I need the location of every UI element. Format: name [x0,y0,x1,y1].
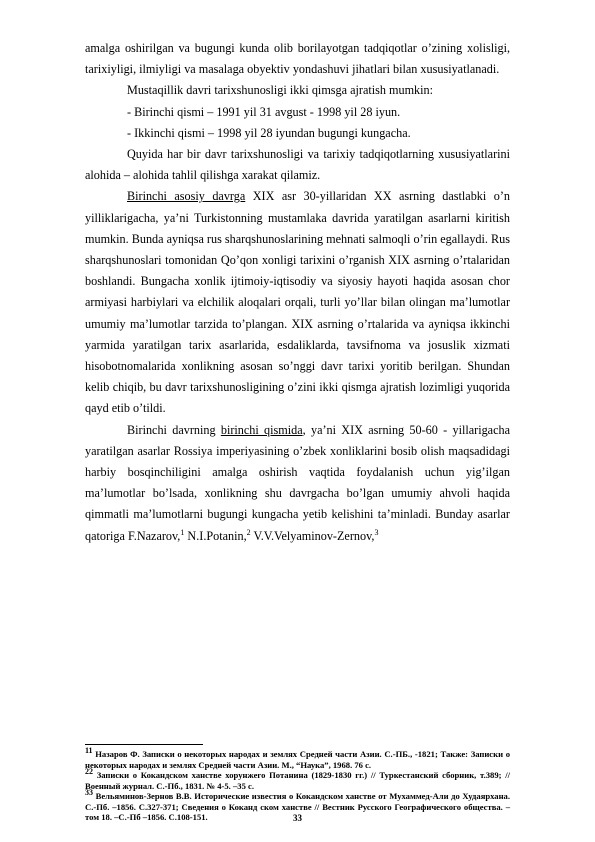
main-text [85,38,510,547]
paragraph-7-text: , ya’ni XIX asrning 50-60 - yillarigacha yaratilgan asarlar Rossiya imperiyasining o’zbek xonliklarini bosib olish maqsadidagi harbiy bosqinchiligini amalga oshirish vaqtida foydalanish uchun yig’ilgan ma’lumotlar bo’lsada, xonlikning shu davrgacha bo’lgan umumiy ahvoli haqida qimmatli ma’lumotlarni bugungi kungacha yetib kelishini ta’minladi. Bunday asarlar qatoriga F.Nazarov, [85,422,511,543]
footnote-number: 33 [85,788,93,798]
footnote-text: Записки о Кокандском ханстве хорунжего Потанина (1829-1830 гг.) // Туркестанский сборник, т.389; // Военный журнал. С.-Пб., 1831. № 4-5. –35 с. [85,770,510,791]
footnote-1 [85,746,510,770]
footnote-text: Назаров Ф. Записки о некоторых народах и землях Средней части Азии. С.-ПБ., -1821; Также: Записки о некоторых народах и землях Средней части Азии. М., “Наука”, 1968. 76 с. [85,749,510,770]
paragraph-7 [85,420,510,547]
paragraph-4: - Ikkinchi qismi – 1998 yil 28 iyundan bugungi kungacha. [127,125,411,140]
paragraph-7-potanin: N.I.Potanin, [184,528,247,543]
underlined-phrase-first-period: Birinchi asosiy davrga [127,189,246,204]
paragraph-6-text: XIX asr 30-yillaridan XX asrning dastlabki o’n yilliklarigacha, ya’ni Turkistonning mustamlaka davrida yaratilgan asarlarni kiritish mumkin. Bunda ayniqsa rus sharqshunoslarining mehnati salmoqli o’rin egallaydi. Rus sharqshunoslari tomonidan Qo’qon xonligi tarixini o’rganish XIX asrning o’rtalaridan boshlandi. Bungacha xonlik ijtimoiy-iqtisodiy va siyosiy hayoti haqida asosan chor armiyasi harbiylari va elchilik aloqalari orqali, turli yo’llar bilan olingan ma’lumotlar umumiy ma’lumotlar tarzida to’plangan. XIX asrning o’rtalarida va ayniqsa ikkinchi yarmida yaratilgan tarix asarlarida, esdaliklarda, tavsifnoma va josuslik xizmati hisobotnomalarida xonlikning asosan so’nggi davr tarixi yoritib berilgan. Shundan kelib chiqib, bu davr tarixshunosligining o’zini ikki qismga ajratish lozimligi yuqorida qayd etib o’tildi. [85,189,510,416]
footnote-ref-1[interactable]: 1 [180,527,185,537]
footnote-ref-2[interactable]: 2 [246,527,251,537]
paragraph-3: - Birinchi qismi – 1991 yil 31 avgust - 1998 yil 28 iyun. [127,104,401,119]
paragraph-7-start: Birinchi davrning [127,422,221,437]
paragraph-5: Quyida har bir davr tarixshunosligi va tarixiy tadqiqotlarning xususiyatlarini alohida – alohida tahlil qilishga xarakat qilamiz. [85,147,510,183]
paragraph-2: Mustaqillik davri tarixshunosligi ikki qimsga ajratish mumkin: [127,83,434,98]
paragraph-7-velyaminov: V.V.Velyaminov-Zernov, [250,528,375,543]
footnote-2 [85,767,510,791]
page-number: 33 [293,813,302,823]
underlined-phrase-first-part: birinchi qismida [220,422,303,437]
footnote-separator [85,744,203,745]
footnote-text: Вельяминов-Зернов В.В. Исторические известия о Кокандском ханстве от Мухаммед-Али до Худаярхана. С.-Пб. –1856. С.327-371; Сведения о Коканд ском ханстве // Вестник Русского Географического общества. –том 18. –С.-Пб –1856. С.108-151. [85,791,510,822]
footnotes [85,746,510,823]
footnote-number: 22 [85,767,93,777]
footnote-number: 11 [85,746,93,756]
paragraph-1: amalga oshirilgan va bugungi kunda olib borilayotgan tadqiqotlar o’zining xolisligi, tarixiyligi, ilmiyligi va masalaga obyektiv yondashuvi jihatlari bilan xususiyatlanadi. [85,41,510,77]
footnote-ref-3[interactable]: 3 [374,527,379,537]
paragraph-6 [85,186,510,419]
